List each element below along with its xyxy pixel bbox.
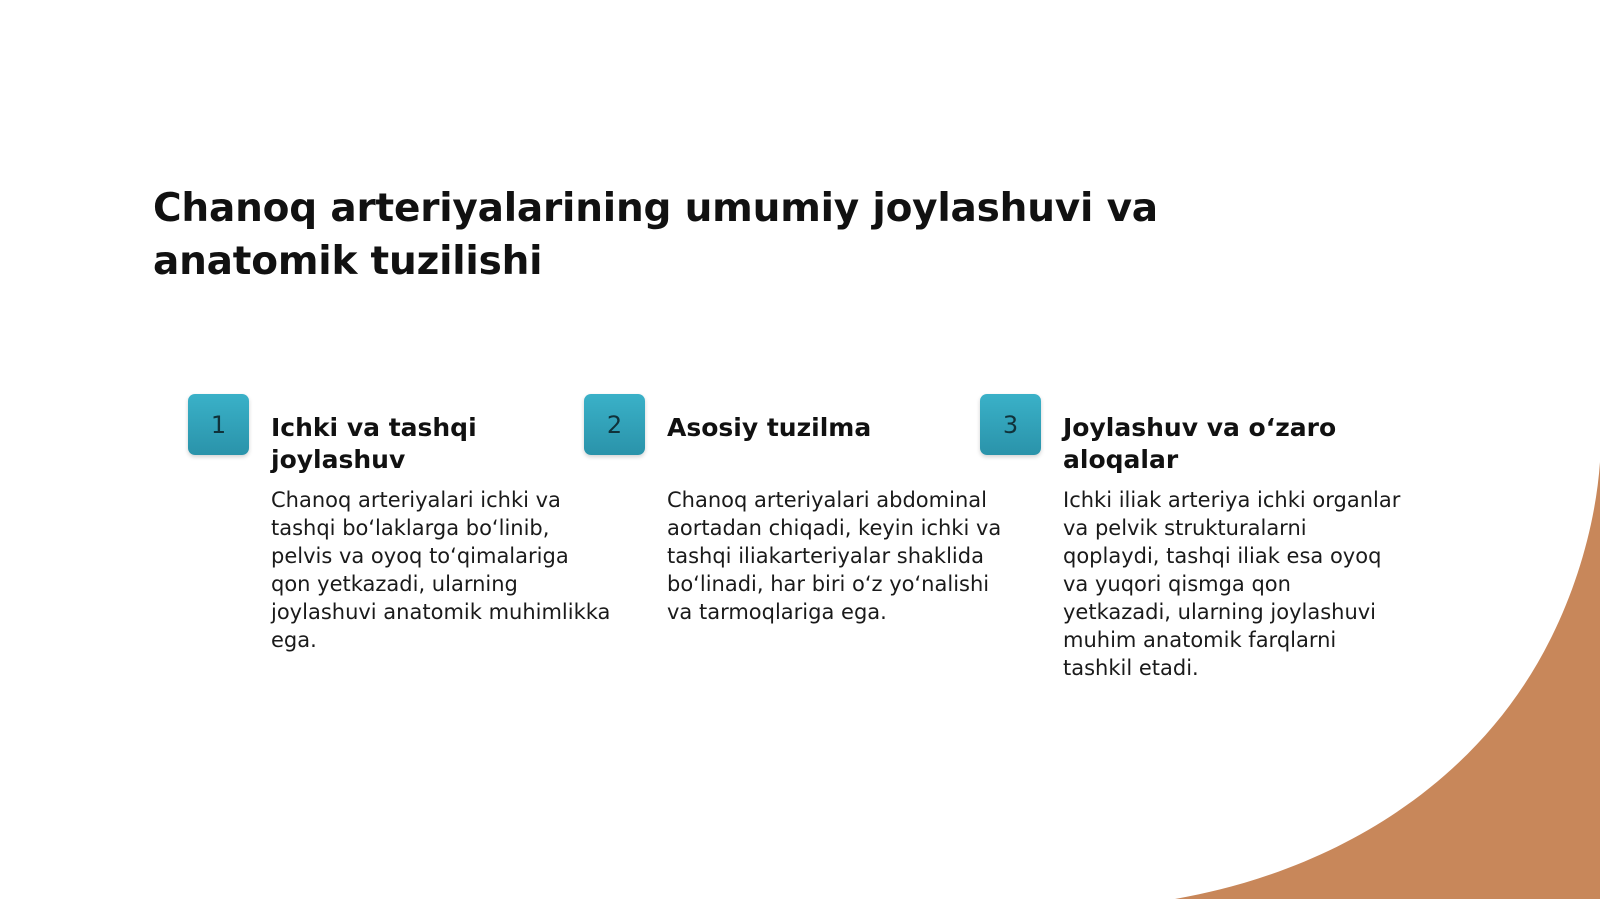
step-heading: Asosiy tuzilma (667, 413, 872, 442)
slide-title: Chanoq arteriyalarining umumiy joylashuvi va anatomik tuzilishi (153, 186, 1158, 284)
step-heading: Ichki va tashqi joylashuv (271, 413, 477, 474)
step-number-badge: 1 (188, 394, 249, 455)
step-description: Chanoq arteriyalari abdominal aortadan chiqadi, keyin ichki va tashqi iliakarteriyalar shaklida bo‘linadi, har biri o‘z yo‘nalishi va tarmoqlariga ega. (667, 488, 1002, 624)
step-description: Ichki iliak arteriya ichki organlar va pelvik strukturalarni qoplaydi, tashqi iliak esa oyoq va yuqori qismga qon yetkazadi, ularning joylashuvi muhim anatomik farqlarni tashkil etadi. (1063, 488, 1401, 680)
step-heading: Joylashuv va o‘zaro aloqalar (1063, 413, 1337, 474)
step-description: Chanoq arteriyalari ichki va tashqi bo‘laklarga bo‘linib, pelvis va oyoq to‘qimalariga qon yetkazadi, ularning joylashuvi anatomik muhimlikka ega. (271, 488, 611, 652)
step-number-badge: 3 (980, 394, 1041, 455)
step-number-badge: 2 (584, 394, 645, 455)
